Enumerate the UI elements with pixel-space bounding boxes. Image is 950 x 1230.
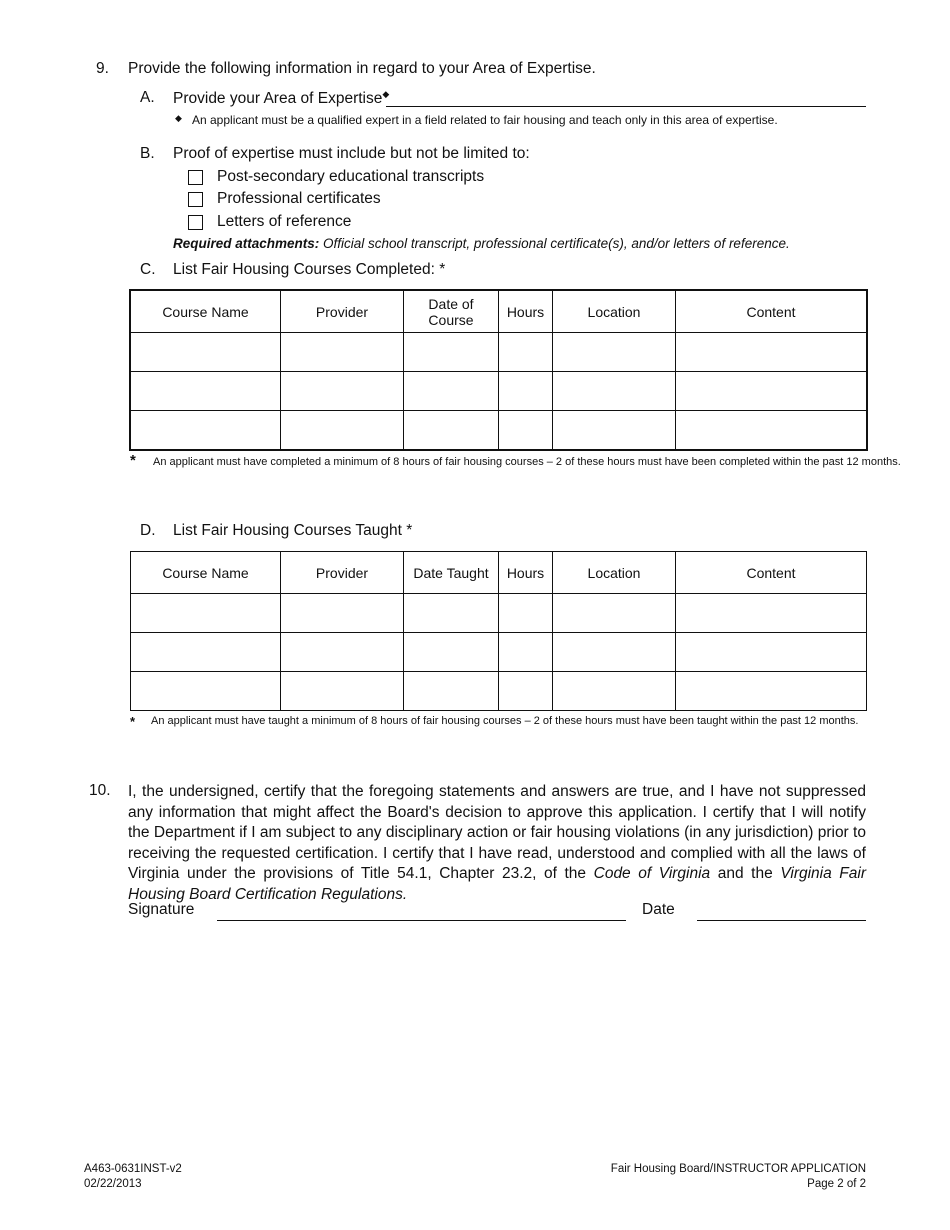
table-cell[interactable] [553, 672, 676, 711]
checkbox-row-certificates [188, 190, 381, 208]
table-cell[interactable] [281, 411, 404, 450]
table-cell[interactable] [404, 672, 499, 711]
footer-right [611, 1162, 866, 1192]
table-cell[interactable] [553, 333, 676, 372]
column-header: Hours [499, 291, 553, 333]
table-cell[interactable] [281, 372, 404, 411]
area-of-expertise-label-text: Provide your Area of Expertise [173, 90, 383, 108]
item-9c-letter: C. [140, 261, 156, 278]
table-header-row [131, 552, 867, 594]
transcripts-checkbox[interactable] [188, 170, 203, 185]
column-header: Location [553, 291, 676, 333]
courses-completed-note: An applicant must have completed a minimum of 8 hours of fair housing courses – 2 of these hours must have been completed within the past 12 months. [153, 456, 901, 468]
form-id: A463-0631INST-v2 [84, 1163, 182, 1175]
area-of-expertise-input[interactable] [386, 106, 866, 107]
table-row [131, 372, 867, 411]
table-cell[interactable] [676, 333, 867, 372]
checkbox-label: Post-secondary educational transcripts [217, 168, 485, 185]
form-title: Fair Housing Board/INSTRUCTOR APPLICATION [610, 1163, 866, 1175]
table-cell[interactable] [404, 411, 499, 450]
table-cell[interactable] [676, 372, 867, 411]
required-attachments-bold: Required attachments: [173, 236, 320, 251]
table-row [131, 633, 867, 672]
table-row [131, 594, 867, 633]
item-9-number: 9. [96, 60, 109, 77]
table-cell[interactable] [676, 672, 867, 711]
diamond-icon: ◆ [175, 113, 182, 123]
required-attachments [173, 236, 790, 251]
table-cell[interactable] [499, 633, 553, 672]
table-row [131, 672, 867, 711]
table-cell[interactable] [404, 333, 499, 372]
table-cell[interactable] [676, 633, 867, 672]
area-of-expertise-label [173, 89, 389, 108]
table-cell[interactable] [553, 594, 676, 633]
table-cell[interactable] [553, 372, 676, 411]
date-label: Date [642, 901, 675, 918]
certification-text: and the [710, 865, 781, 882]
table-cell[interactable] [281, 672, 404, 711]
form-date: 02/22/2013 [84, 1178, 142, 1190]
certification-italic: Code of Virginia [593, 865, 711, 882]
signature-input[interactable] [217, 920, 626, 921]
table-cell[interactable] [404, 594, 499, 633]
page-number: Page 2 of 2 [807, 1178, 866, 1190]
proof-of-expertise-label: Proof of expertise must include but not be limited to: [173, 145, 530, 162]
column-header: Provider [281, 552, 404, 594]
area-of-expertise-note: An applicant must be a qualified expert in a field related to fair housing and teach only in this area of expertise. [192, 113, 778, 127]
table-cell[interactable] [553, 633, 676, 672]
table-header-row [131, 291, 867, 333]
item-9d-letter: D. [140, 522, 156, 539]
table-cell[interactable] [676, 411, 867, 450]
table-cell[interactable] [553, 411, 676, 450]
table-cell[interactable] [499, 672, 553, 711]
item-10-number: 10. [89, 782, 111, 799]
column-header: Course Name [131, 291, 281, 333]
table-cell[interactable] [131, 672, 281, 711]
table-cell[interactable] [404, 372, 499, 411]
column-header: Content [676, 552, 867, 594]
signature-label: Signature [128, 901, 195, 918]
diamond-icon: ◆ [382, 89, 390, 99]
courses-completed-table [130, 290, 867, 450]
item-9b-letter: B. [140, 145, 155, 162]
checkbox-row-references [188, 213, 351, 231]
column-header: Content [676, 291, 867, 333]
column-header: Date Taught [404, 552, 499, 594]
required-attachments-text: Official school transcript, professional certificate(s), and/or letters of reference. [319, 236, 790, 251]
column-header: Location [553, 552, 676, 594]
certification-italic: Virginia Fair Housing Board Certification Regulations. [128, 865, 866, 903]
table-cell[interactable] [131, 633, 281, 672]
footer-left [84, 1162, 182, 1192]
checkbox-row-transcripts [188, 168, 484, 186]
certification-statement [128, 782, 866, 905]
certification-text: I, the undersigned, certify that the foregoing statements and answers are true, and I have not suppressed any information that might affect the Board's decision to approve this application. I certify that I will notify the Department if I am subject to any disciplinary action or fair housing violations (in any jurisdiction) prior to receiving the requested certification. I certify that I have read, understood and complied with all the laws of Virginia under the provisions of Title 54.1, Chapter 23.2, of the [128, 783, 866, 882]
table-cell[interactable] [404, 633, 499, 672]
table-cell[interactable] [281, 594, 404, 633]
asterisk-icon: * [130, 452, 136, 469]
table-cell[interactable] [131, 411, 281, 450]
asterisk-icon: * [130, 714, 136, 729]
table-cell[interactable] [281, 633, 404, 672]
table-cell[interactable] [499, 411, 553, 450]
table-cell[interactable] [499, 372, 553, 411]
table-cell[interactable] [499, 594, 553, 633]
certificates-checkbox[interactable] [188, 192, 203, 207]
column-header: Date of Course [404, 291, 499, 333]
table-cell[interactable] [676, 594, 867, 633]
column-header: Course Name [131, 552, 281, 594]
table-cell[interactable] [131, 333, 281, 372]
table-cell[interactable] [281, 333, 404, 372]
table-cell[interactable] [131, 594, 281, 633]
column-header: Hours [499, 552, 553, 594]
courses-taught-table [130, 551, 867, 711]
references-checkbox[interactable] [188, 215, 203, 230]
table-row [131, 411, 867, 450]
courses-completed-label: List Fair Housing Courses Completed: * [173, 261, 446, 278]
item-9-heading: Provide the following information in regard to your Area of Expertise. [128, 60, 596, 77]
date-input[interactable] [697, 920, 866, 921]
table-cell[interactable] [499, 333, 553, 372]
item-9a-letter: A. [140, 89, 155, 106]
column-header: Provider [281, 291, 404, 333]
courses-taught-note: An applicant must have taught a minimum of 8 hours of fair housing courses – 2 of these hours must have been taught within the past 12 months. [151, 715, 859, 727]
courses-taught-label: List Fair Housing Courses Taught * [173, 522, 413, 539]
table-cell[interactable] [131, 372, 281, 411]
table-row [131, 333, 867, 372]
checkbox-label: Letters of reference [217, 213, 352, 230]
checkbox-label: Professional certificates [217, 190, 381, 207]
